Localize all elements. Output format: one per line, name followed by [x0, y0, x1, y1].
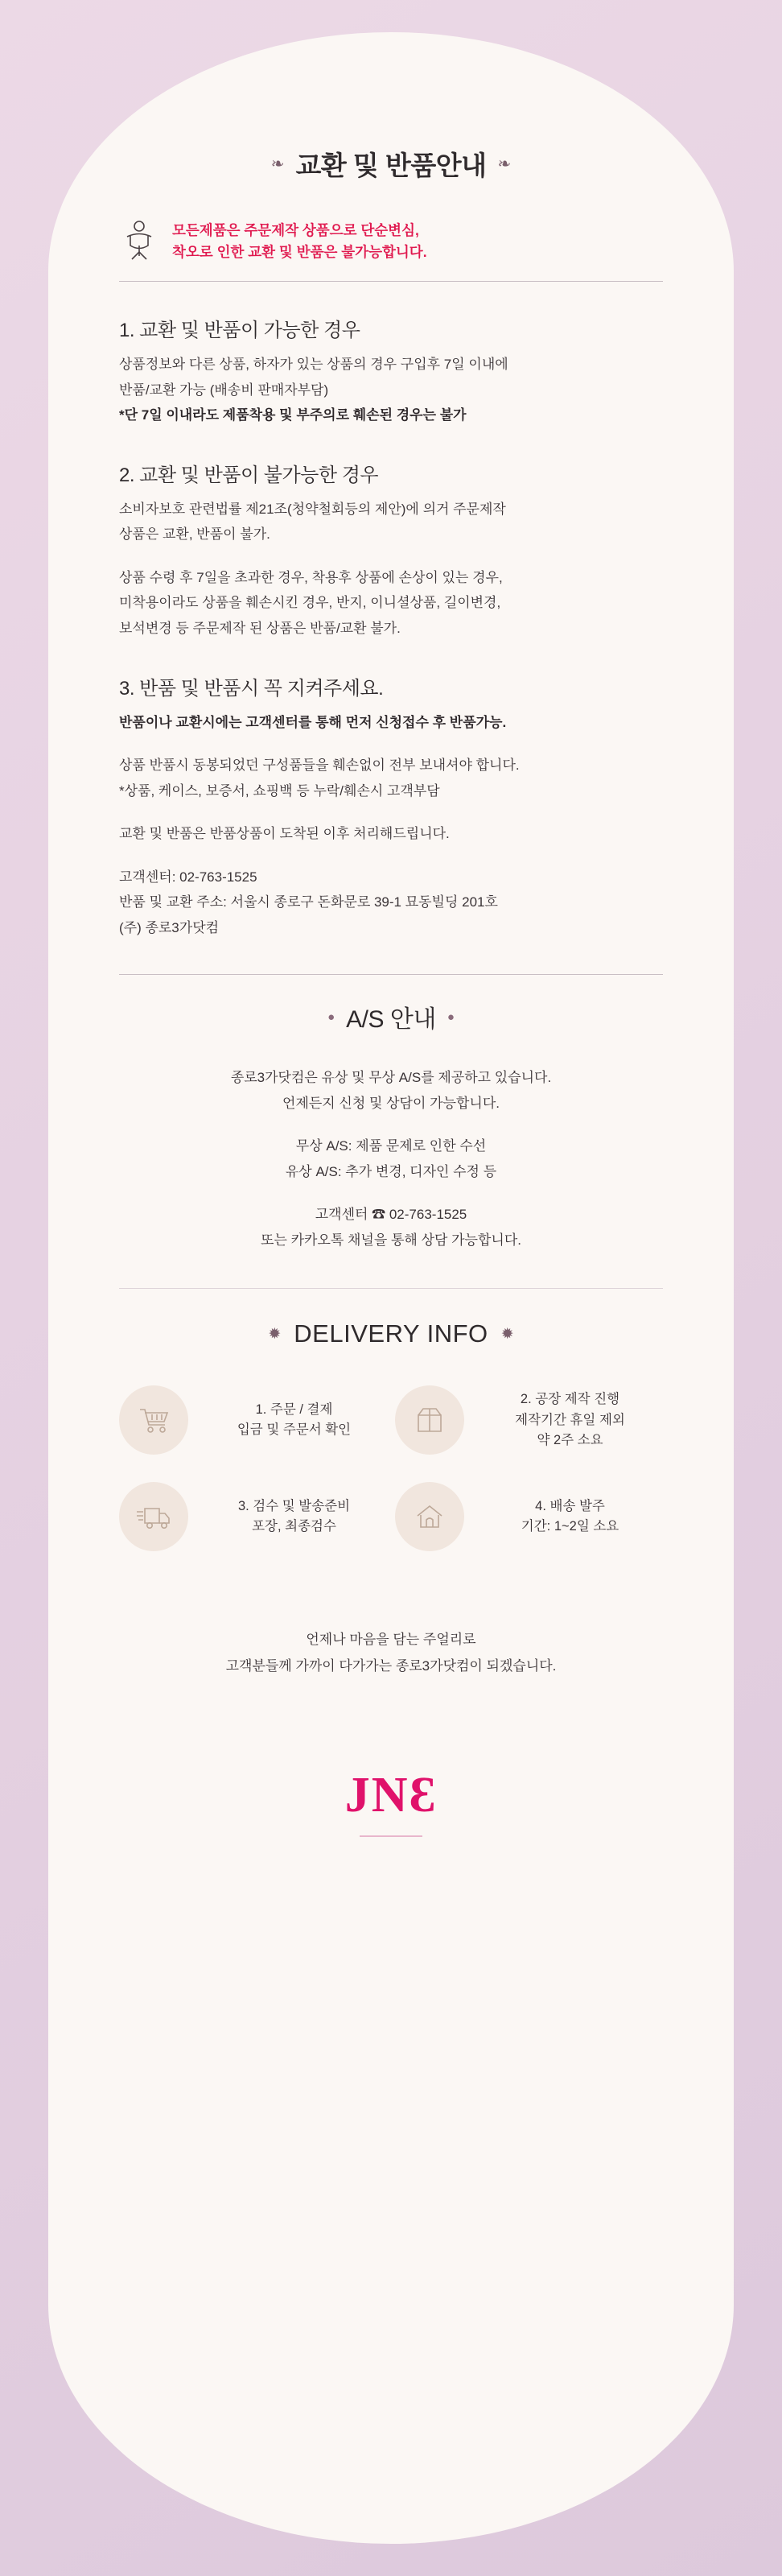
notice-text [172, 218, 427, 263]
as-line-2: 언제든지 신청 및 상담이 가능합니다. [282, 1095, 500, 1111]
section-3-line-6: 교환 및 반품은 반품상품이 도착된 이후 처리해드립니다. [119, 826, 450, 842]
delivery-steps [119, 1385, 663, 1551]
delivery-step-2-line-3: 약 2주 소요 [537, 1433, 603, 1448]
as-line-8: 또는 카카오톡 채널을 통해 상담 가능합니다. [261, 1232, 521, 1248]
section-2-line-4: 상품 수령 후 7일을 초과한 경우, 착용후 상품에 손상이 있는 경우, [119, 569, 503, 585]
flower-dot-right-icon: ❧ [497, 155, 512, 173]
delivery-step-3-line-1: 3. 검수 및 발송준비 [237, 1498, 351, 1513]
delivery-step-2-line-1: 2. 공장 제작 진행 [520, 1392, 620, 1407]
outro-line-2: 고객분들께 가까이 다가가는 종로3가닷컴이 되겠습니다. [225, 1658, 557, 1674]
section-1-line-2: 반품/교환 가능 (배송비 판매자부담) [119, 382, 329, 398]
outro-block [119, 1629, 663, 1678]
section-1-line-3: *단 7일 이내라도 제품착용 및 부주의로 훼손된 경우는 불가 [119, 407, 467, 423]
delivery-step-4 [395, 1482, 663, 1551]
logo-text: JNƐ [344, 1768, 438, 1823]
content-inner [119, 32, 663, 1837]
as-title: A/S 안내 [346, 1006, 436, 1034]
dot-left-icon: ● [327, 1009, 335, 1024]
section-2-line-2: 상품은 교환, 반품이 불가. [119, 526, 270, 543]
section-1-heading: 1. 교환 및 반품이 가능한 경우 [119, 320, 360, 342]
as-customer-center-phone: 고객센터 ☎ 02-763-1525 [315, 1207, 467, 1223]
as-line-4: 무상 A/S: 제품 문제로 인한 수선 [295, 1138, 487, 1154]
delivery-step-3 [119, 1482, 387, 1551]
delivery-step-1-line-2: 입금 및 주문서 확인 [237, 1422, 352, 1438]
page-title: 교환 및 반품안내 [295, 151, 487, 180]
delivery-step-3-line-2: 포장, 최종검수 [252, 1519, 336, 1534]
as-line-1: 종로3가닷컴은 유상 및 무상 A/S를 제공하고 있습니다. [230, 1070, 552, 1086]
delivery-step-3-text [201, 1496, 387, 1538]
spacer [119, 737, 663, 754]
notice-line-2: 착오로 인한 교환 및 반품은 불가능합니다. [172, 244, 427, 261]
logo-underline [360, 1835, 422, 1837]
star-dot-right-icon: ✹ [500, 1325, 514, 1343]
brand-logo [119, 1767, 663, 1837]
gift-box-icon [395, 1385, 464, 1455]
delivery-step-4-line-2: 기간: 1~2일 소요 [521, 1519, 619, 1534]
section-3-line-3: 상품 반품시 동봉되었던 구성품들을 훼손없이 전부 보내셔야 합니다. [119, 758, 520, 774]
spacer [119, 848, 663, 866]
delivery-step-2-text [477, 1389, 663, 1451]
section-3-line-4: *상품, 케이스, 보증서, 쇼핑백 등 누락/훼손시 고객부담 [119, 782, 440, 799]
return-address-line-2: (주) 종로3가닷컴 [119, 919, 220, 935]
outro-line-1: 언제나 마음을 담는 주얼리로 [306, 1632, 476, 1648]
delivery-step-1 [119, 1385, 387, 1455]
delivery-title: DELIVERY INFO [294, 1319, 488, 1348]
delivery-step-1-text [201, 1400, 387, 1441]
section-2-heading: 2. 교환 및 반품이 불가능한 경우 [119, 464, 379, 486]
flower-dot-left-icon: ❧ [270, 155, 285, 173]
section-2-line-6: 보석변경 등 주문제작 된 상품은 반품/교환 불가. [119, 620, 401, 636]
spacer [119, 805, 663, 823]
as-line-5: 유상 A/S: 추가 변경, 디자인 수정 등 [285, 1163, 497, 1179]
delivery-step-1-line-1: 1. 주문 / 결제 [255, 1402, 333, 1417]
as-title-row [119, 999, 663, 1034]
star-dot-left-icon: ✹ [268, 1325, 282, 1343]
notice-line-1: 모든제품은 주문제작 상품으로 단순변심, [172, 222, 419, 238]
return-address-line-1: 반품 및 교환 주소: 서울시 종로구 돈화문로 39-1 묘동빌딩 201호 [119, 894, 498, 910]
delivery-title-row [119, 1319, 663, 1348]
content-card [48, 32, 734, 2544]
section-2-line-1: 소비자보호 관련법률 제21조(청약철회등의 제안)에 의거 주문제작 [119, 501, 506, 517]
section-1-line-1: 상품정보와 다른 상품, 하자가 있는 상품의 경우 구입후 7일 이내에 [119, 357, 508, 373]
notice-box [119, 218, 663, 282]
as-body [119, 1067, 663, 1251]
shopping-cart-icon [119, 1385, 188, 1455]
section-2-line-5: 미착용이라도 상품을 훼손시킨 경우, 반지, 이니셜상품, 길이변경, [119, 595, 501, 611]
warning-person-icon [119, 218, 159, 263]
delivery-truck-icon [119, 1482, 188, 1551]
section-3-heading: 3. 반품 및 반품시 꼭 지켜주세요. [119, 677, 384, 700]
delivery-step-4-line-1: 4. 배송 발주 [535, 1498, 605, 1513]
divider-above-as [119, 974, 663, 975]
home-icon [395, 1482, 464, 1551]
customer-center-phone: 고객센터: 02-763-1525 [119, 869, 257, 885]
delivery-step-2-line-2: 제작기간 휴일 제외 [515, 1412, 625, 1427]
delivery-step-2 [395, 1385, 663, 1455]
dot-right-icon: ● [447, 1009, 455, 1024]
spacer [119, 549, 663, 567]
exchange-title-row [119, 145, 663, 183]
divider-above-delivery [119, 1288, 663, 1289]
spacer [119, 1186, 663, 1203]
spacer [119, 1117, 663, 1135]
section-3-line-1: 반품이나 교환시에는 고객센터를 통해 먼저 신청접수 후 반품가능. [119, 714, 507, 730]
delivery-step-4-text [477, 1496, 663, 1538]
